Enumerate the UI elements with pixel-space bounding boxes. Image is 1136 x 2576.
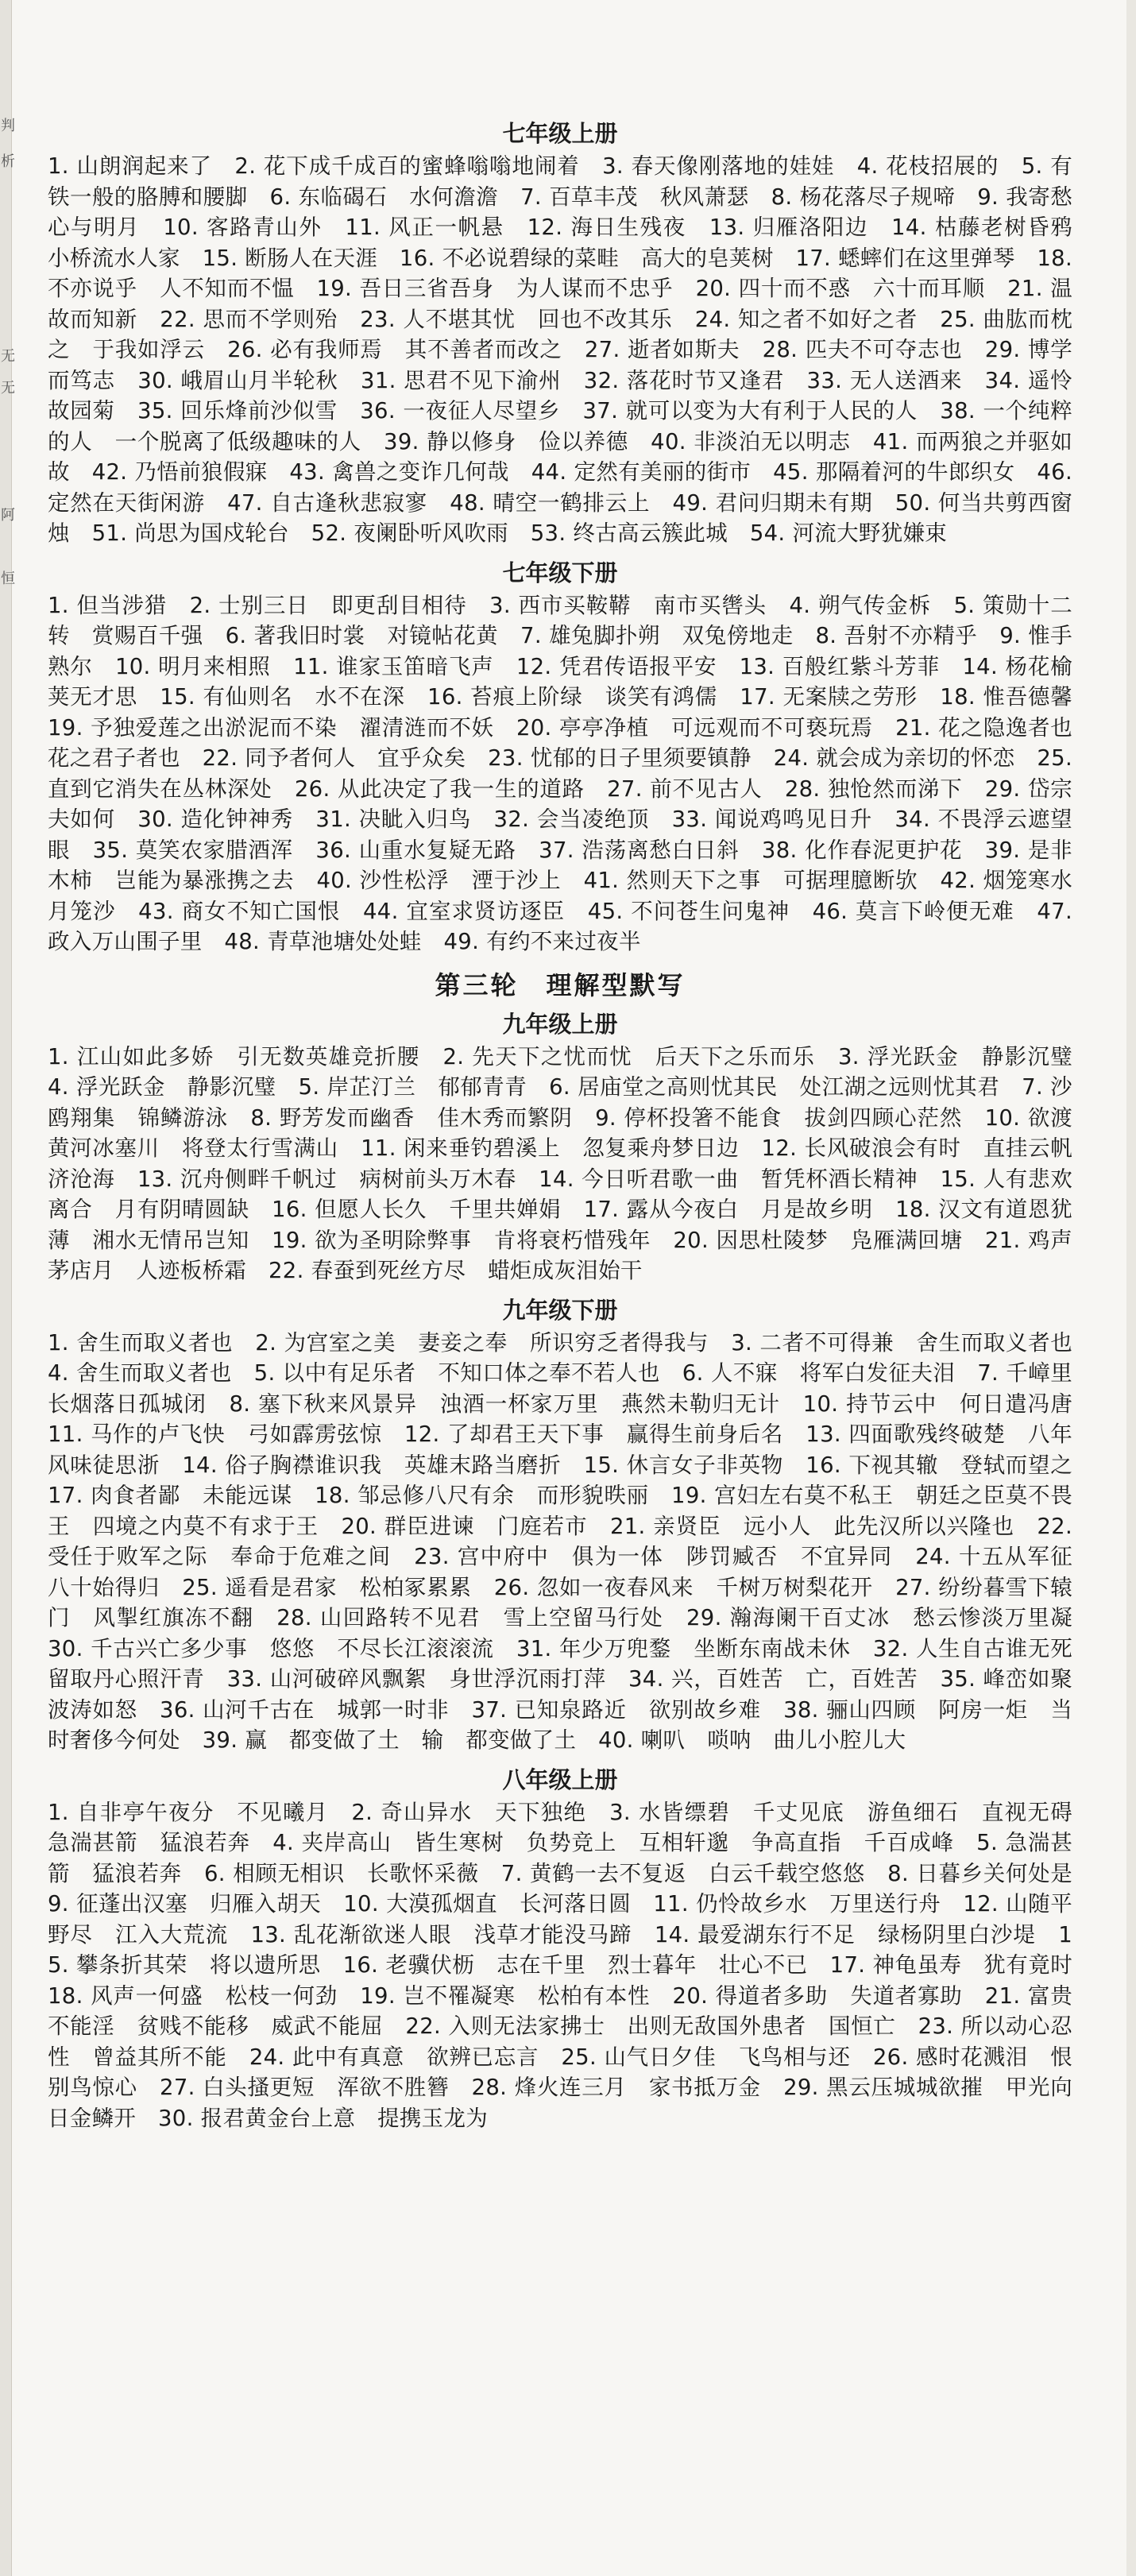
grade-block-7a [48, 118, 1095, 549]
page-right-edge [1126, 0, 1136, 2576]
grade-heading: 八年级上册 [502, 1766, 618, 1793]
grade-block-9b [48, 1294, 1095, 1756]
spine-char: 无 [1, 380, 15, 396]
grade-heading: 九年级下册 [502, 1296, 618, 1324]
answer-paragraph: 1. 舍生而取义者也 2. 为宫室之美 妻妾之奉 所识穷乏者得我与 3. 二者不可得兼 舍生而取义者也 4. 舍生而取义者也 5. 以中有足乐者 不知口体之奉不若人也 6. 人不寐 将军白发征夫泪 7. 千嶂里 长烟落日孤城闭 8. 塞下秋来风景异 浊酒一杯家万里 燕然未勒归无计 10. 持节云中 何日遣冯唐 11. 马作的卢飞快 弓如霹雳弦惊 12. 了却君王天下事 赢得生前身后名 13. 四面歌残终破楚 八年风味徒思浙 14. 俗子胸襟谁识我 英雄末路当磨折 15. 休言女子非英物 16. 下视其辙 登轼而望之 17. 肉食者鄙 未能远谋 18. 邹忌修八尺有余 而形貌昳丽 19. 宫妇左右莫不私王 朝廷之臣莫不畏王 四境之内莫不有求于王 20. 群臣进谏 门庭若市 21. 亲贤臣 远小人 此先汉所以兴隆也 22. 受任于败军之际 奉命于危难之间 23. 宫中府中 俱为一体 陟罚臧否 不宜异同 24. 十五从军征 八十始得归 25. 遥看是君家 松柏冢累累 26. 忽如一夜春风来 千树万树梨花开 27. 纷纷暮雪下辕门 风掣红旗冻不翻 28. 山回路转不见君 雪上空留马行处 29. 瀚海阑干百丈冰 愁云惨淡万里凝 30. 千古兴亡多少事 悠悠 不尽长江滚滚流 31. 年少万兜鍪 坐断东南战未休 32. 人生自古谁无死 留取丹心照汗青 33. 山河破碎风飘絮 身世浮沉雨打萍 34. 兴，百姓苦 亡，百姓苦 35. 峰峦如聚 波涛如怒 36. 山河千古在 城郭一时非 37. 已知泉路近 欲别故乡难 38. 骊山四顾 阿房一炬 当时奢侈今何处 39. 赢 都变做了土 输 都变做了土 40. 喇叭 唢呐 曲儿小腔儿大 [48, 1329, 1095, 1753]
answer-paragraph: 1. 但当涉猎 2. 士别三日 即更刮目相待 3. 西市买鞍鞯 南市买辔头 4. 朔气传金柝 5. 策勋十二转 赏赐百千强 6. 著我旧时裳 对镜帖花黄 7. 雄兔脚扑朔 双兔傍地走 8. 吾射不亦精乎 9. 惟手熟尔 10. 明月来相照 11. 谁家玉笛暗飞声 12. 凭君传语报平安 13. 百般红紫斗芳菲 14. 杨花榆荚无才思 15. 有仙则名 水不在深 16. 苔痕上阶绿 谈笑有鸿儒 17. 无案牍之劳形 18. 惟吾德馨 19. 予独爱莲之出淤泥而不染 濯清涟而不妖 20. 亭亭净植 可远观而不可亵玩焉 21. 花之隐逸者也 花之君子者也 22. 同予者何人 宜乎众矣 23. 忧郁的日子里须要镇静 24. 就会成为亲切的怀恋 25. 直到它消失在丛林深处 26. 从此决定了我一生的道路 27. 前不见古人 28. 独怆然而涕下 29. 岱宗夫如何 30. 造化钟神秀 31. 决眦入归鸟 32. 会当凌绝顶 33. 闻说鸡鸣见日升 34. 不畏浮云遮望眼 35. 莫笑农家腊酒浑 36. 山重水复疑无路 37. 浩荡离愁白日斜 38. 化作春泥更护花 39. 是非木柿 岂能为暴涨携之去 40. 沙性松浮 湮于沙上 41. 然则天下之事 可据理臆断欤 42. 烟笼寒水月笼沙 43. 商女不知亡国恨 44. 宜室求贤访逐臣 45. 不问苍生问鬼神 46. 莫言下岭便无难 47. 政入万山围子里 48. 青草池塘处处蛙 49. 有约不来过夜半 [48, 592, 1095, 954]
grade-heading: 九年级上册 [502, 1010, 618, 1038]
spine-char: 判 [1, 118, 15, 134]
grade-heading: 七年级上册 [502, 120, 618, 147]
spine-char: 阿 [1, 507, 15, 524]
answer-content [48, 118, 1095, 2141]
section-title: 第三轮 理解型默写 [435, 969, 686, 1000]
grade-block-9a [48, 1008, 1095, 1286]
spine-char: 无 [1, 348, 15, 365]
spine-char: 恒 [1, 571, 15, 587]
answer-paragraph: 1. 江山如此多娇 引无数英雄竞折腰 2. 先天下之忧而忧 后天下之乐而乐 3. 浮光跃金 静影沉璧 4. 浮光跃金 静影沉璧 5. 岸芷汀兰 郁郁青青 6. 居庙堂之高则忧其民 处江湖之远则忧其君 7. 沙鸥翔集 锦鳞游泳 8. 野芳发而幽香 佳木秀而繁阴 9. 停杯投箸不能食 拔剑四顾心茫然 10. 欲渡黄河冰塞川 将登太行雪满山 11. 闲来垂钓碧溪上 忽复乘舟梦日边 12. 长风破浪会有时 直挂云帆济沧海 13. 沉舟侧畔千帆过 病树前头万木春 14. 今日听君歌一曲 暂凭杯酒长精神 15. 人有悲欢离合 月有阴晴圆缺 16. 但愿人长久 千里共婵娟 17. 露从今夜白 月是故乡明 18. 汉文有道恩犹薄 湘水无情吊岂知 19. 欲为圣明除弊事 肯将衰朽惜残年 20. 因思杜陵梦 凫雁满回塘 21. 鸡声茅店月 人迹板桥霜 22. 春蚕到死丝方尽 蜡炬成灰泪始干 [48, 1043, 1095, 1283]
grade-block-7b [48, 557, 1095, 957]
answer-paragraph: 1. 自非亭午夜分 不见曦月 2. 奇山异水 天下独绝 3. 水皆缥碧 千丈见底 游鱼细石 直视无碍 急湍甚箭 猛浪若奔 4. 夹岸高山 皆生寒树 负势竞上 互相轩邈 争高直指 千百成峰 5. 急湍甚箭 猛浪若奔 6. 相顾无相识 长歌怀采薇 7. 黄鹤一去不复返 白云千载空悠悠 8. 日暮乡关何处是 9. 征蓬出汉塞 归雁入胡天 10. 大漠孤烟直 长河落日圆 11. 仍怜故乡水 万里送行舟 12. 山随平野尽 江入大荒流 13. 乱花渐欲迷人眼 浅草才能没马蹄 14. 最爱湖东行不足 绿杨阴里白沙堤 15. 攀条折其荣 将以遗所思 16. 老骥伏枥 志在千里 烈士暮年 壮心不已 17. 神龟虽寿 犹有竟时 18. 风声一何盛 松枝一何劲 19. 岂不罹凝寒 松柏有本性 20. 得道者多助 失道者寡助 21. 富贵不能淫 贫贱不能移 威武不能屈 22. 入则无法家拂士 出则无敌国外患者 国恒亡 23. 所以动心忍性 曾益其所不能 24. 此中有真意 欲辨已忘言 25. 山气日夕佳 飞鸟相与还 26. 感时花溅泪 恨别鸟惊心 27. 白头搔更短 浑欲不胜簪 28. 烽火连三月 家书抵万金 29. 黑云压城城欲摧 甲光向日金鳞开 30. 报君黄金台上意 提携玉龙为 [48, 1799, 1095, 2131]
grade-block-8a [48, 1764, 1095, 2134]
grade-heading: 七年级下册 [502, 559, 618, 586]
spine-char: 析 [1, 153, 15, 170]
answer-paragraph: 1. 山朗润起来了 2. 花下成千成百的蜜蜂嗡嗡地闹着 3. 春天像刚落地的娃娃 4. 花枝招展的 5. 有铁一般的胳膊和腰脚 6. 东临碣石 水何澹澹 7. 百草丰茂 秋风萧瑟 8. 杨花落尽子规啼 9. 我寄愁心与明月 10. 客路青山外 11. 风正一帆悬 12. 海日生残夜 13. 归雁洛阳边 14. 枯藤老树昏鸦 小桥流水人家 15. 断肠人在天涯 16. 不必说碧绿的菜畦 高大的皂荚树 17. 蟋蟀们在这里弹琴 18. 不亦说乎 人不知而不愠 19. 吾日三省吾身 为人谋而不忠乎 20. 四十而不惑 六十而耳顺 21. 温故而知新 22. 思而不学则殆 23. 人不堪其忧 回也不改其乐 24. 知之者不如好之者 25. 曲肱而枕之 于我如浮云 26. 必有我师焉 其不善者而改之 27. 逝者如斯夫 28. 匹夫不可夺志也 29. 博学而笃志 30. 峨眉山月半轮秋 31. 思君不见下渝州 32. 落花时节又逢君 33. 无人送酒来 34. 遥怜故园菊 35. 回乐烽前沙似雪 36. 一夜征人尽望乡 37. 就可以变为大有利于人民的人 38. 一个纯粹的人 一个脱离了低级趣味的人 39. 静以修身 俭以养德 40. 非淡泊无以明志 41. 而两狼之并驱如故 42. 乃悟前狼假寐 43. 禽兽之变诈几何哉 44. 定然有美丽的街市 45. 那隔着河的牛郎织女 46. 定然在天街闲游 47. 自古逢秋悲寂寥 48. 晴空一鹤排云上 49. 君问归期未有期 50. 何当共剪西窗烛 51. 尚思为国戍轮台 52. 夜阑卧听风吹雨 53. 终古高云簇此城 54. 河流大野犹嫌束 [48, 153, 1095, 546]
page-spine [0, 0, 15, 2576]
